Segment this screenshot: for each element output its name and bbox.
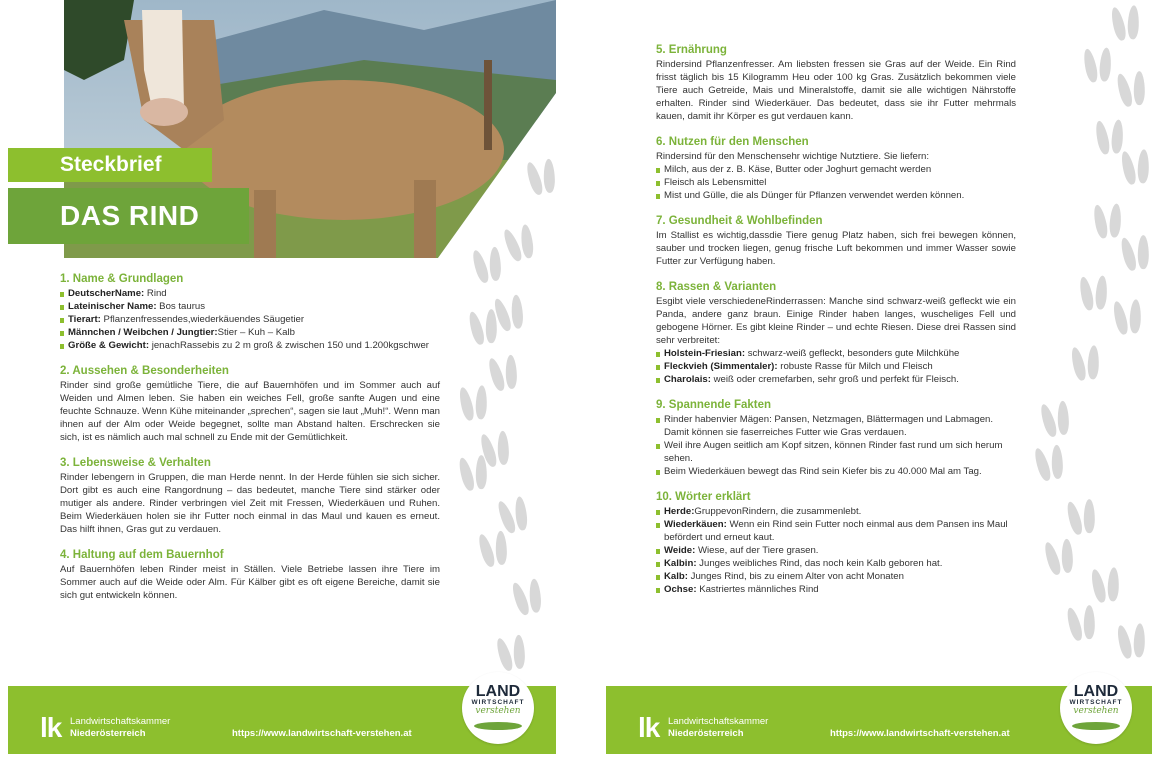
hoof-print-icon [1066, 604, 1101, 644]
hoof-print-icon [1079, 275, 1111, 313]
list-item: Größe & Gewicht: jenachRassebis zu 2 m groß & zwischen 150 und 1.200kgschwer [60, 339, 440, 352]
hoof-print-icon [477, 530, 513, 571]
list-item: Beim Wiederkäuen bewegt das Rind sein Kiefer bis zu 40.000 Mal am Tag. [656, 465, 1016, 478]
section-heading: 4. Haltung auf dem Bauernhof [60, 549, 224, 561]
list-item: Fleisch als Lebensmittel [656, 176, 1016, 189]
hoof-print-icon [1070, 345, 1104, 384]
website-link[interactable]: https://www.landwirtschaft-verstehen.at [232, 728, 412, 739]
section-fakten [656, 399, 1016, 478]
hoof-print-icon [502, 223, 540, 266]
section-heading: 1. Name & Grundlagen [60, 273, 184, 285]
section-heading: 5. Ernährung [656, 44, 727, 56]
section-haltung [60, 549, 440, 602]
landwirtschaft-verstehen-logo: LAND WIRTSCHAFT verstehen [462, 672, 534, 744]
hoof-print-icon [1066, 498, 1101, 538]
list-item: Herde:GruppevonRindern, die zusammenlebt. [656, 505, 1016, 518]
hoof-print-icon [458, 454, 493, 494]
page-right [606, 0, 1152, 768]
website-link[interactable]: https://www.landwirtschaft-verstehen.at [830, 728, 1010, 739]
section-woerter [656, 491, 1016, 596]
section-heading: 7. Gesundheit & Wohlbefinden [656, 215, 823, 227]
list-item: Tierart: Pflanzenfressendes,wiederkäuendes Säugetier [60, 313, 440, 326]
hoof-print-icon [1112, 299, 1146, 338]
hoof-print-icon [1120, 149, 1152, 188]
right-content [656, 44, 1016, 609]
section-heading: 6. Nutzen für den Menschen [656, 136, 809, 148]
hoof-print-icon [458, 385, 492, 424]
section-lebensweise [60, 457, 440, 536]
hoof-print-icon [1043, 538, 1079, 579]
section-intro: Rindersind für den Menschensehr wichtige Nutztiere. Sie liefern: [656, 151, 930, 162]
hoof-print-icon [1090, 567, 1124, 606]
section-heading: 9. Spannende Fakten [656, 399, 772, 411]
list-item: DeutscherName: Rind [60, 287, 440, 300]
list-item: Wiederkäuen: Wenn ein Rind sein Futter noch einmal aus dem Pansen ins Maul befördert und erneut kaut. [656, 518, 1016, 544]
steckbrief-label: Steckbrief [8, 148, 212, 182]
footer [606, 683, 1152, 754]
section-text: Auf Bauernhöfen leben Rinder meist in Ställen. Viele Betriebe lassen ihre Tiere im Sommer auch auf die Weide oder Alm. Für Kälber gibt es oft eigene Bereiche, damit sie sich gut entwickeln können. [60, 564, 440, 601]
section-heading: 8. Rassen & Varianten [656, 281, 777, 293]
hoof-print-icon [1039, 400, 1075, 441]
swoosh-icon [474, 722, 522, 730]
hoof-print-icon [495, 634, 531, 675]
hoof-print-icon [511, 577, 548, 618]
hoof-print-icon [1093, 203, 1125, 241]
hoof-print-icon [1110, 5, 1144, 44]
hoof-print-icon [1120, 234, 1152, 274]
list-item: Ochse: Kastriertes männliches Rind [656, 583, 1016, 596]
hoof-print-icon [468, 308, 503, 348]
list-item: Holstein-Friesian: schwarz-weiß gefleckt, besonders gute Milchkühe [656, 347, 1016, 360]
left-content [60, 273, 440, 615]
section-text: Im Stallist es wichtig,dassdie Tiere genug Platz haben, sich frei bewegen können, sauber und trocken liegen, genug frische Luft bekommen und immer Wasser sowie Futter zur Verfügung haben. [656, 230, 1016, 267]
list-item: Mist und Gülle, die als Dünger für Pflanzen verwendet werden können. [656, 189, 1016, 202]
section-text: Rindersind Pflanzenfresser. Am liebsten fressen sie Gras auf der Weide. Ein Rind frisst täglich bis 15 Kilogramm Heu oder 100 kg Gras. Zusätzlich bekommen viele Tiere auch Getreide, Mais und Mineralstoffe, damit sie alle wichtigen Nährstoffe erhalten. Rinder sind Wiederkäuer. Das bedeutet, dass sie ihr Futter mehrmals kauen, damit ihr Körper es gut verdauen kann. [656, 59, 1016, 122]
section-text: Esgibt viele verschiedeneRinderrassen: Manche sind schwarz-weiß gefleckt wie ein Panda, andere ganz braun. Einige Rinder haben langes, wuscheliges Fell und gebogene Hörner. Es gibt kleine Rinder – und echte Riesen. Diese drei Rassen sind sehr verbreitet: [656, 296, 1016, 346]
section-heading: 2. Aussehen & Besonderheiten [60, 365, 229, 377]
list-item: Rinder habenvier Mägen: Pansen, Netzmagen, Blättermagen und Labmagen. Damit können sie faserreiches Futter wie Gras verdauen. [656, 413, 1016, 439]
section-nutzen [656, 136, 1016, 202]
hoof-print-icon [1083, 47, 1115, 85]
section-gesundheit [656, 215, 1016, 268]
hoof-print-icon [471, 246, 507, 287]
list-item: Fleckvieh (Simmentaler): robuste Rasse für Milch und Fleisch [656, 360, 1016, 373]
section-name-grundlagen [60, 273, 440, 352]
section-text: Rinder lebengern in Gruppen, die man Herde nennt. In der Herde fühlen sie sich sicher. Dort gibt es auch eine Rangordnung – das bedeutet, manche Tiere sind stärker oder mutiger als andere. Rinder verbringen viel Zeit mit Fressen, Wiederkäuen und Ruhen. Beim Wiederkäuen holen sie ihr Futter noch einmal in das Maul und kauen es erneut. Das hilft ihnen, Gras gut zu verdauen. [60, 472, 440, 535]
page-left [8, 0, 556, 768]
section-aussehen [60, 365, 440, 444]
swoosh-icon [1072, 722, 1120, 730]
hoof-print-icon [1033, 444, 1069, 485]
section-heading: 3. Lebensweise & Verhalten [60, 457, 211, 469]
lk-logo: lk [638, 712, 660, 743]
section-rassen [656, 281, 1016, 386]
list-item: Männchen / Weibchen / Jungtier:Stier – Kuh – Kalb [60, 326, 440, 339]
lk-logo: lk [40, 712, 62, 743]
section-ernaehrung [656, 44, 1016, 123]
list-item: Weil ihre Augen seitlich am Kopf sitzen, können Rinder fast rund um sich herum sehen. [656, 439, 1016, 465]
hoof-print-icon [525, 158, 556, 199]
org-name: Landwirtschaftskammer Niederösterreich [668, 716, 769, 739]
page-title: DAS RIND [8, 188, 249, 244]
org-name: Landwirtschaftskammer Niederösterreich [70, 716, 171, 739]
list-item: Kalb: Junges Rind, bis zu einem Alter von acht Monaten [656, 570, 1016, 583]
section-text: Rinder sind große gemütliche Tiere, die auf Bauernhöfen und im Sommer auch auf Weiden und Almen leben. Sie haben ein weiches Fell, große sanfte Augen und eine feuchte Schnauze. Wenn Kühe miteinander „sprechen“, sagen sie laut „Muh!“. Wenn man ihnen auf der Alm oder Weide begegnet, sollte man Abstand halten. Erschrecken sie sich, ist es nämlich auch mal schnell zu Ende mit der Gemütlichkeit. [60, 380, 440, 443]
list-item: Kalbin: Junges weibliches Rind, das noch kein Kalb geboren hat. [656, 557, 1016, 570]
list-item: Weide: Wiese, auf der Tiere grasen. [656, 544, 1016, 557]
list-item: Milch, aus der z. B. Käse, Butter oder Joghurt gemacht werden [656, 163, 1016, 176]
hoof-print-icon [487, 354, 523, 395]
landwirtschaft-verstehen-logo: LAND WIRTSCHAFT verstehen [1060, 672, 1132, 744]
list-item: Lateinischer Name: Bos taurus [60, 300, 440, 313]
section-heading: 10. Wörter erklärt [656, 491, 751, 503]
footer [8, 683, 556, 754]
list-item: Charolais: weiß oder cremefarben, sehr groß und perfekt für Fleisch. [656, 373, 1016, 386]
hoof-print-icon [1116, 623, 1150, 662]
hoof-print-icon [1116, 70, 1151, 110]
